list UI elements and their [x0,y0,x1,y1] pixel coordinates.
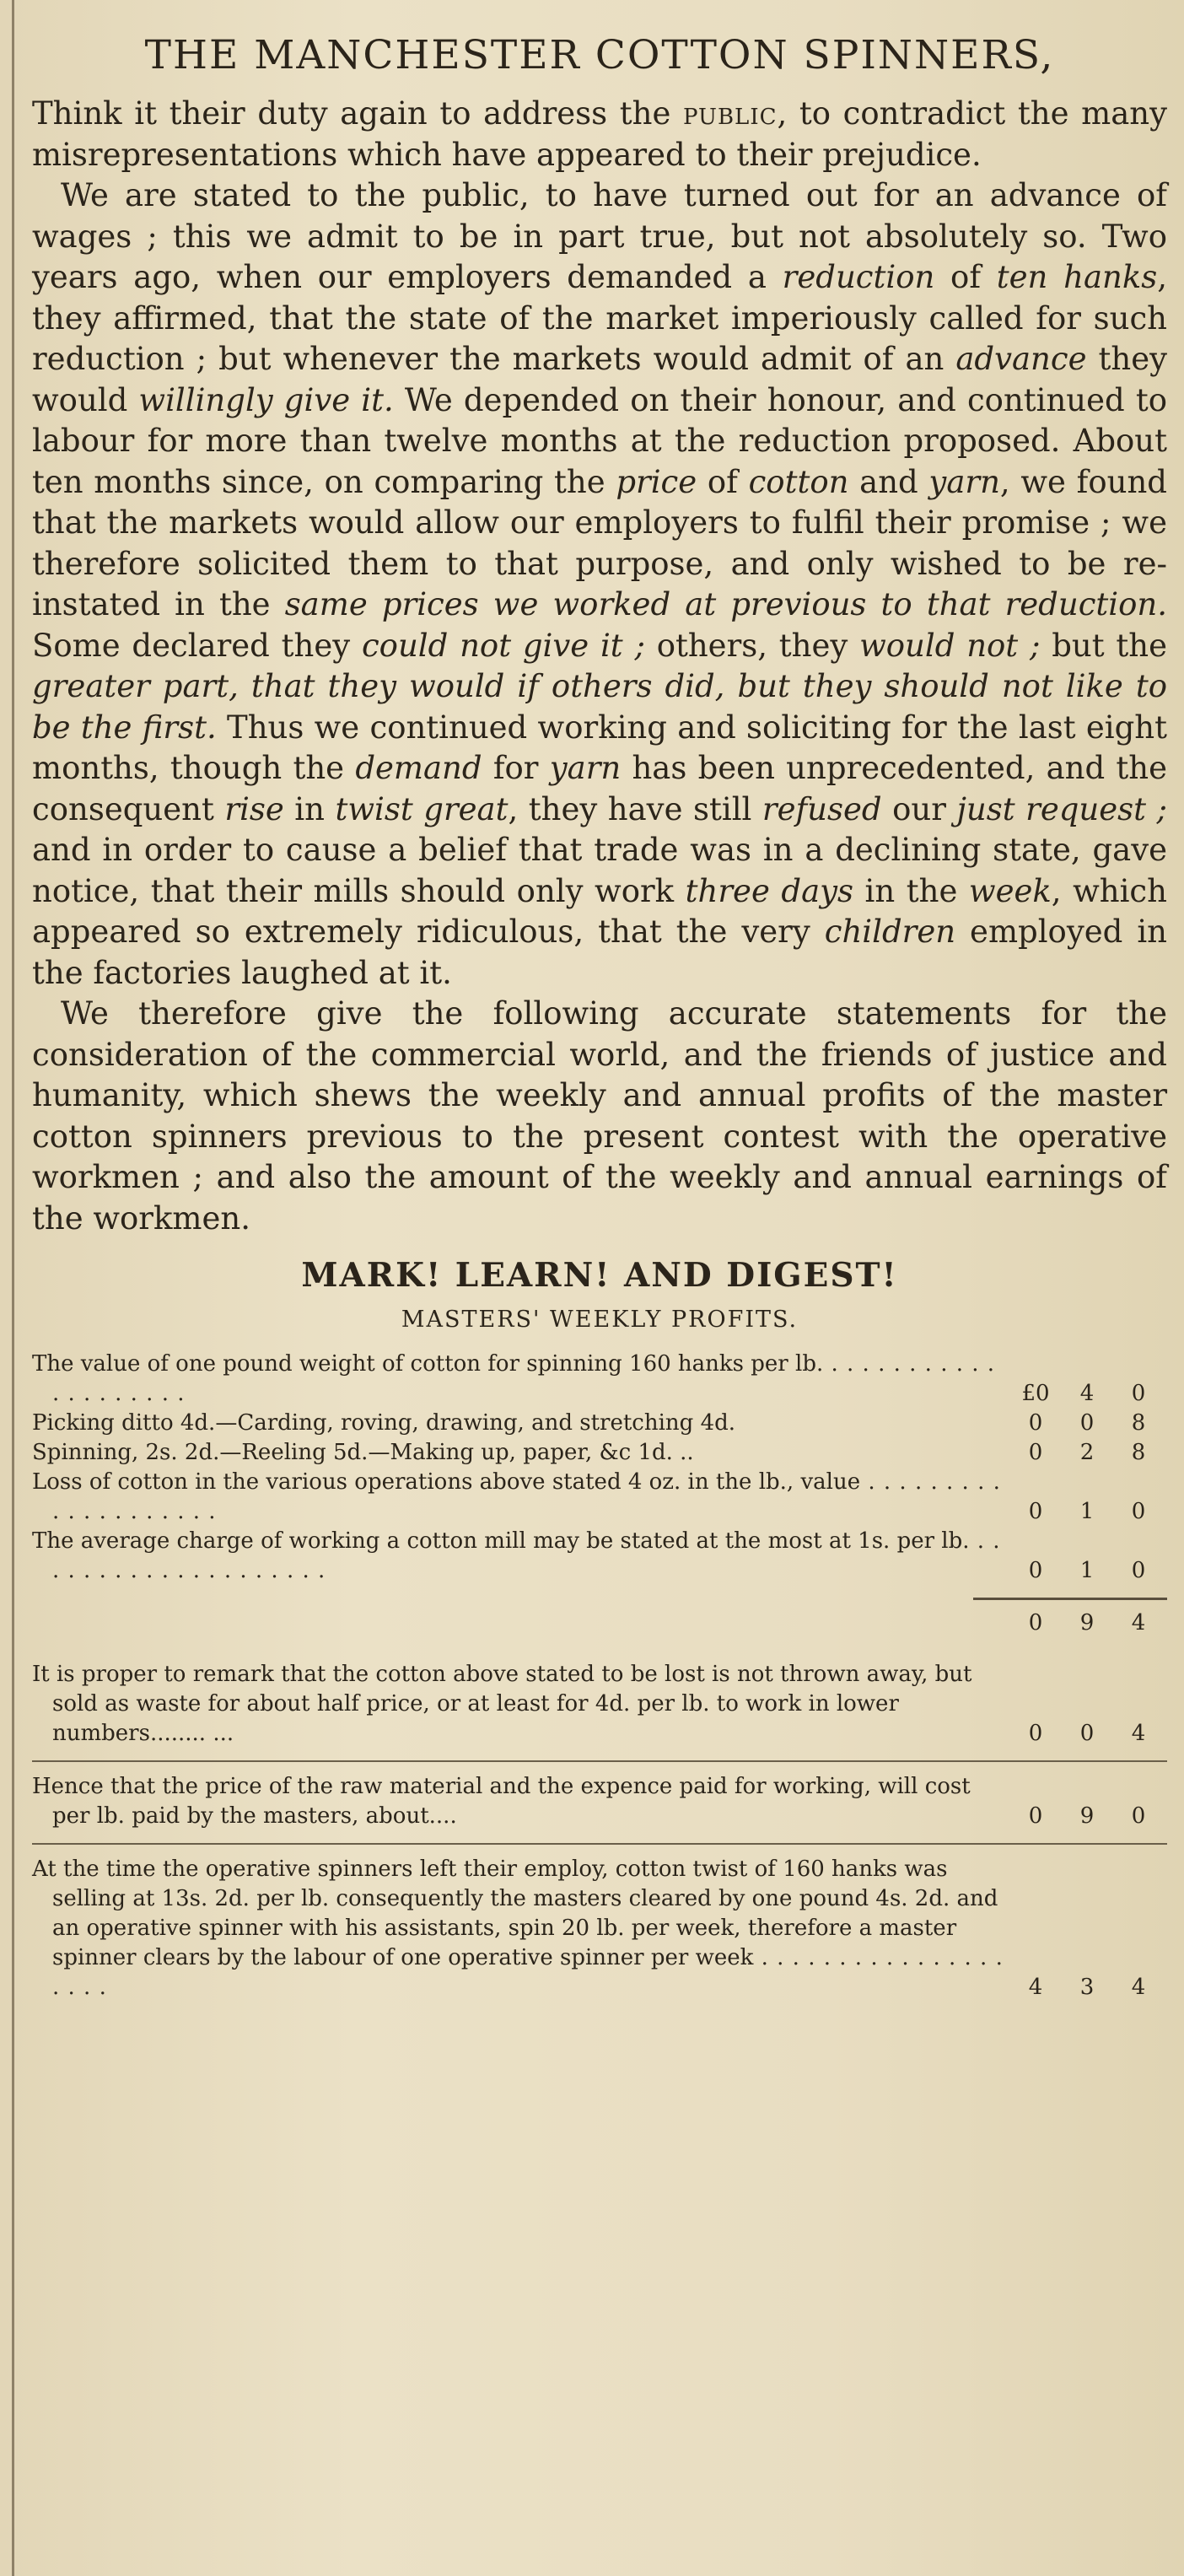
article [32,19,1167,2002]
text: but the [1040,627,1167,664]
emphasis: cotton [748,463,849,500]
text: of [934,259,997,295]
text: , we found that the markets would allow our employers to fulfil their promise ; we therefore solicited them to that purpose, and only wished to be re-instated in the [32,463,1167,622]
row-description: The average charge of working a cotton mill may be stated at the most at 1s. per lb. . . . [32,1527,1015,1586]
row-amount [1015,1802,1167,1831]
emphasis: demand [355,750,482,786]
table-heading: MASTERS' WEEKLY PROFITS. [401,1307,799,1333]
account-row [32,1772,1167,1831]
pounds: 0 [1028,1558,1043,1583]
pounds: 0 [1028,1610,1043,1636]
total-row [32,1609,1167,1638]
row-amount [1015,1973,1167,2002]
text: , they have still [508,790,762,827]
text: for [482,750,550,786]
emphasis: ten hanks [996,259,1158,295]
emphasis: same prices we worked at previous to that reduction. [284,586,1167,622]
account-row [32,1409,1167,1438]
paragraph-2 [32,175,1167,994]
emphasis: price [616,463,697,500]
text: and [848,463,929,500]
emphasis: willingly give it. [138,381,394,418]
pounds: 4 [1028,1975,1043,2000]
banner-heading: MARK! LEARN! AND DIGEST! [301,1256,898,1295]
emphasis: rise [224,790,284,827]
paragraph-3: We therefore give the following accurate statements for the consideration of the commercial world, and the friends of justice and humanity, which shews the weekly and annual profits of the master cotton spinners previous to the present contest with the operative workmen ; and also the amount of the weekly and annual earnings of the workmen. [32,995,1167,1237]
text: , to contradict the many misrepresentations which have appeared to their prejudice. [32,95,1167,173]
shillings: 3 [1079,1975,1095,2000]
profits-account [32,1350,1167,2002]
pence: 0 [1131,1558,1146,1583]
shillings: 0 [1079,1721,1095,1746]
account-row [32,1527,1167,1586]
emphasis: three days [685,872,854,909]
emphasis: children [824,913,956,950]
account-row [32,1350,1167,1409]
row-description: Hence that the price of the raw material and the expence paid for working, will cost per lb. paid by the masters, about.... [32,1774,971,1829]
row-amount [1015,1609,1167,1638]
column-rule [12,0,14,2576]
shillings: 9 [1079,1803,1095,1829]
text: in [283,790,336,827]
account-row [32,1468,1167,1527]
text: and in order to cause a belief that trade was in a declining state, gave notice, that their mills should only work [32,832,1167,909]
text: Think it their duty again to address the [32,95,683,132]
row-description: At the time the operative spinners left their employ, cotton twist of 160 hanks was selling at 13s. 2d. per lb. consequently the masters cleared by one pound 4s. 2d. and an operative spinner with his assistants, spin 20 lb. per week, therefore a master spinner clears by the labour of one operative spinner per week . . . [32,1855,1015,2002]
pence: 0 [1131,1381,1146,1406]
account-row [32,1855,1167,2002]
emphasis: week [968,872,1052,909]
pounds: 0 [1028,1410,1043,1436]
text: in the [853,872,969,909]
text: employed in the factories laughed at it. [32,913,1167,991]
row-amount [1015,1497,1167,1527]
row-description: It is proper to remark that the cotton above stated to be lost is not thrown away, but sold as waste for about half price, or at least for 4d. per lb. to work in lower numbers........ ... [32,1662,972,1746]
emphasis: yarn [549,750,622,786]
text-smallcaps: public [683,95,778,132]
text: they would [32,341,1167,418]
pounds: 0 [1028,1440,1043,1465]
row-amount [1015,1719,1167,1749]
row-description: Spinning, 2s. 2d.—Reeling 5d.—Making up, paper, &c 1d. .. [32,1440,694,1465]
pence: 0 [1131,1499,1146,1524]
sum-rule [973,1598,1167,1600]
pence: 0 [1131,1803,1146,1829]
text: We depended on their honour, and continued to labour for more than twelve months at the reduction proposed. About ten months since, on comparing the [32,381,1167,500]
emphasis: greater part, that they would if others did, but they should not like to be the first. [32,668,1167,746]
row-amount [1015,1409,1167,1438]
emphasis: just request ; [956,790,1167,827]
text: Thus we continued working and soliciting for the last eight months, though the [32,709,1167,786]
pence: 8 [1131,1410,1146,1436]
shillings: 1 [1079,1558,1095,1583]
row-description: Loss of cotton in the various operations above stated 4 oz. in the lb., value . . . [32,1468,1015,1527]
pounds: £0 [1021,1381,1050,1406]
text: Some declared they [32,627,362,664]
pounds: 0 [1028,1721,1043,1746]
row-amount [1015,1379,1167,1409]
pounds: 0 [1028,1803,1043,1829]
row-description: Picking ditto 4d.—Carding, roving, drawing, and stretching 4d. [32,1410,736,1436]
text: , they affirmed, that the state of the market imperiously called for such reduction ; but whenever the markets would admit of an [32,259,1168,377]
divider [32,1843,1167,1845]
headline: THE MANCHESTER COTTON SPINNERS, [144,32,1055,78]
shillings: 1 [1079,1499,1095,1524]
emphasis: advance [955,341,1087,377]
pence: 4 [1131,1610,1146,1636]
emphasis: refused [762,790,882,827]
pounds: 0 [1028,1499,1043,1524]
account-row [32,1438,1167,1468]
pence: 4 [1131,1975,1146,2000]
text: our [881,790,957,827]
text: , which appeared so extremely ridiculous, that the very [32,872,1167,950]
emphasis: twist great [335,790,509,827]
row-amount [1015,1556,1167,1586]
shillings: 2 [1079,1440,1095,1465]
pence: 8 [1131,1440,1146,1465]
emphasis: would not ; [859,627,1041,664]
paragraph-1 [32,94,1167,175]
row-amount [1015,1438,1167,1468]
text: We are stated to the public, to have turned out for an advance of wages ; this we admit to be in part true, but not absolutely so. Two years ago, when our employers demanded a [32,177,1167,295]
shillings: 0 [1079,1410,1095,1436]
row-description: The value of one pound weight of cotton for spinning 160 hanks per lb. . . . [32,1350,1015,1409]
divider [32,1760,1167,1762]
text: of [697,463,749,500]
account-row [32,1660,1167,1749]
text: has been unprecedented, and the consequent [32,750,1167,827]
shillings: 4 [1079,1381,1095,1406]
article-body [32,94,1167,1239]
pence: 4 [1131,1721,1146,1746]
emphasis: yarn [928,463,1000,500]
emphasis: reduction [782,259,935,295]
text: others, they [644,627,860,664]
shillings: 9 [1079,1610,1095,1636]
emphasis: could not give it ; [361,627,645,664]
